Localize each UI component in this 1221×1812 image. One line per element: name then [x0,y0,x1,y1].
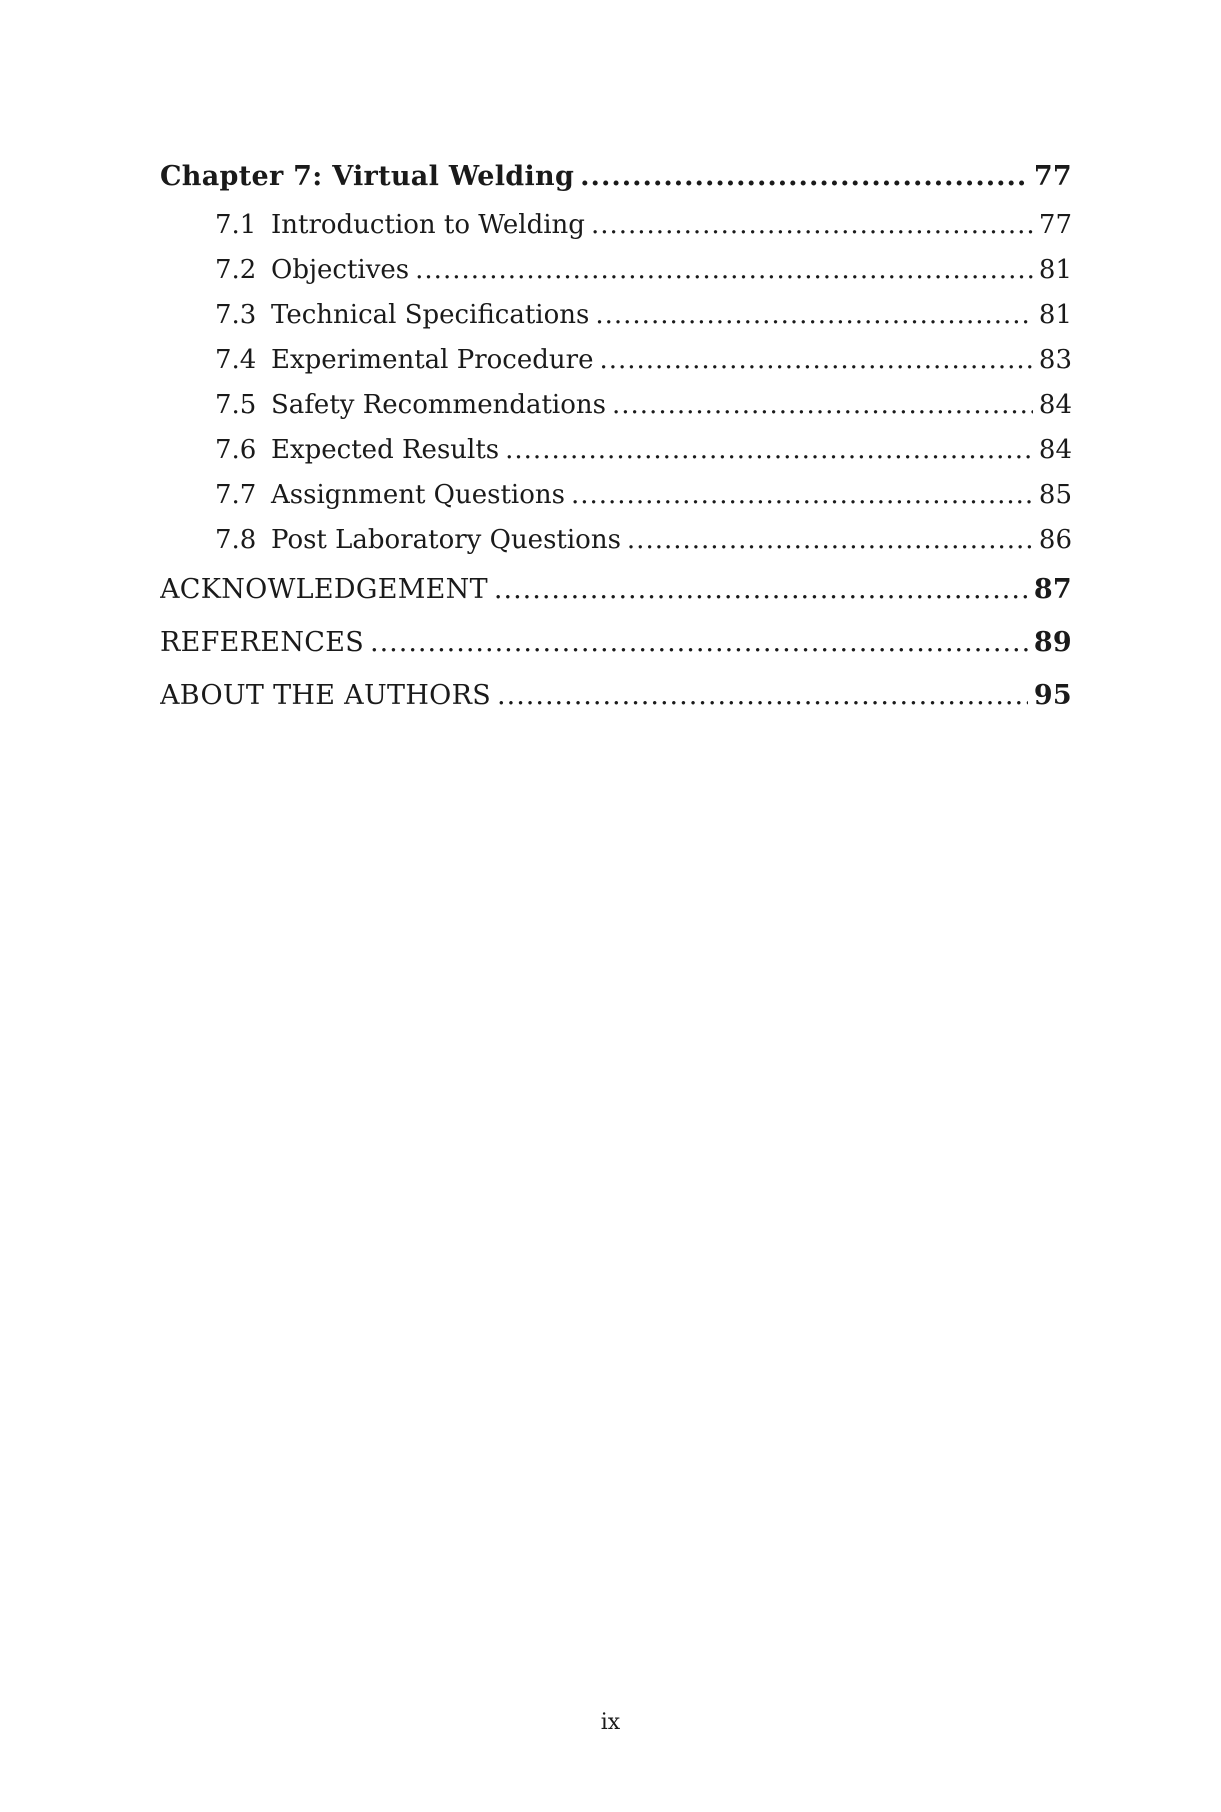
toc-section-7-5[interactable] [160,383,1072,428]
toc-acknowledgement[interactable] [160,563,1072,616]
toc-section-number: 7.1 [215,210,257,240]
toc-entry-page: 77 [1033,161,1072,192]
toc-section-number: 7.2 [215,255,257,285]
toc-entry-page: 87 [1033,574,1072,605]
toc-leader-dots [612,383,1033,428]
toc-leader-dots [415,248,1033,293]
toc-section-number: 7.7 [215,480,257,510]
toc-entry-page: 84 [1038,390,1072,420]
toc-leader-dots [370,616,1028,669]
toc-leader-dots [497,669,1028,722]
toc-entry-page: 85 [1038,480,1072,510]
page-number: ix [600,1710,621,1735]
toc-section-number: 7.6 [215,435,257,465]
toc-entry-title: Introduction to Welding [271,210,585,240]
toc-section-7-4[interactable] [160,338,1072,383]
toc-entry-page: 83 [1038,345,1072,375]
toc-leader-dots [591,203,1033,248]
toc-entry-page: 86 [1038,525,1072,555]
toc-section-number: 7.4 [215,345,257,375]
toc-entry-title: Assignment Questions [271,480,565,510]
toc-section-7-6[interactable] [160,428,1072,473]
table-of-contents [160,150,1072,722]
toc-entry-page: 95 [1033,680,1072,711]
toc-leader-dots [494,563,1028,616]
toc-leader-dots [627,518,1033,563]
toc-entry-title: ACKNOWLEDGEMENT [160,574,488,605]
toc-entry-title: Post Laboratory Questions [271,525,621,555]
toc-entry-page: 89 [1033,627,1072,658]
toc-references[interactable] [160,616,1072,669]
toc-entry-page: 81 [1038,255,1072,285]
toc-about-the-authors[interactable] [160,669,1072,722]
toc-section-7-7[interactable] [160,473,1072,518]
toc-entry-title: Experimental Procedure [271,345,594,375]
toc-section-7-1[interactable] [160,203,1072,248]
toc-section-number: 7.5 [215,390,257,420]
toc-entry-title: ABOUT THE AUTHORS [160,680,492,711]
toc-entry-page: 84 [1038,435,1072,465]
toc-entry-page: 77 [1038,210,1072,240]
toc-leader-dots [580,150,1028,203]
toc-leader-dots [505,428,1033,473]
toc-section-7-3[interactable] [160,293,1072,338]
toc-section-number: 7.3 [215,300,257,330]
toc-leader-dots [599,338,1032,383]
toc-entry-page: 81 [1038,300,1072,330]
toc-entry-title: Objectives [271,255,410,285]
toc-section-7-8[interactable] [160,518,1072,563]
toc-leader-dots [571,473,1033,518]
toc-entry-title: Technical Specifications [271,300,590,330]
toc-chapter-7[interactable] [160,150,1072,203]
toc-section-number: 7.8 [215,525,257,555]
toc-entry-title: REFERENCES [160,627,365,658]
toc-section-7-2[interactable] [160,248,1072,293]
toc-entry-title: Safety Recommendations [271,390,606,420]
toc-entry-title: Expected Results [271,435,500,465]
toc-leader-dots [595,293,1033,338]
toc-entry-title: Chapter 7: Virtual Welding [160,161,575,192]
